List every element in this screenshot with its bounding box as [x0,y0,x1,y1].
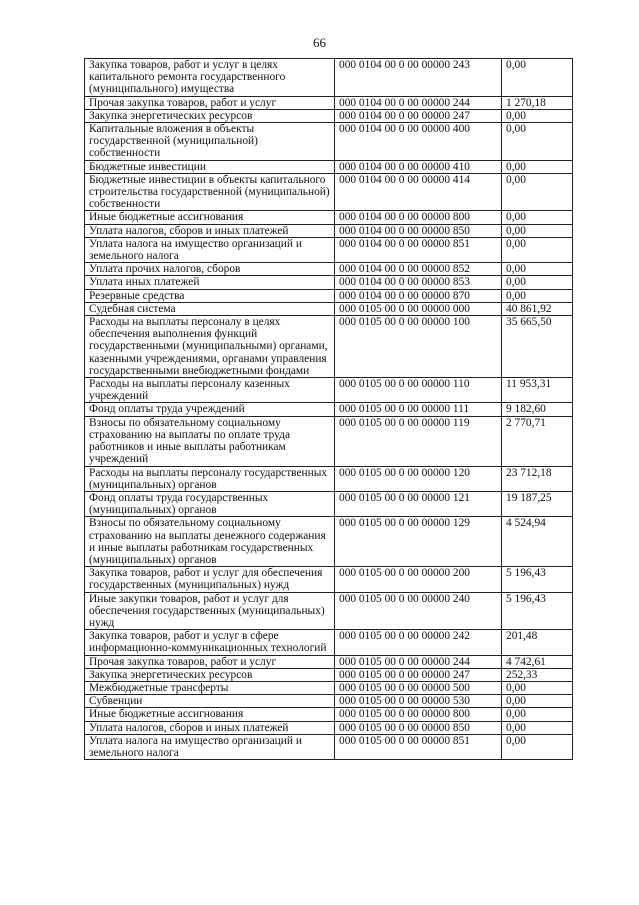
row-sum-cell: 19 187,25 [502,491,573,516]
row-name-cell: Прочая закупка товаров, работ и услуг [85,655,335,668]
row-sum-cell: 1 270,18 [502,96,573,109]
budget-table [84,58,573,760]
row-sum-cell: 0,00 [502,123,573,161]
row-sum-cell: 0,00 [502,708,573,721]
row-code-cell: 000 0105 00 0 00 00000 530 [335,695,502,708]
row-name-cell: Закупка энергетических ресурсов [85,668,335,681]
row-sum-cell: 0,00 [502,59,573,97]
table-row [85,592,573,630]
row-name-cell: Прочая закупка товаров, работ и услуг [85,96,335,109]
row-sum-cell: 0,00 [502,160,573,173]
row-sum-cell: 201,48 [502,630,573,655]
table-row [85,59,573,97]
table-row [85,416,573,466]
table-row [85,681,573,694]
row-name-cell: Расходы на выплаты персоналу государственных (муниципальных) органов [85,466,335,491]
table-row [85,123,573,161]
row-name-cell: Закупка энергетических ресурсов [85,109,335,122]
table-row [85,237,573,262]
page-number: 66 [313,35,326,50]
row-name-cell: Закупка товаров, работ и услуг в целях капитального ремонта государственного (муниципального) имущества [85,59,335,97]
table-row [85,734,573,759]
row-sum-cell: 0,00 [502,721,573,734]
row-code-cell: 000 0105 00 0 00 00000 240 [335,592,502,630]
table-row [85,316,573,378]
row-name-cell: Уплата налога на имущество организаций и земельного налога [85,734,335,759]
budget-table-body [85,59,573,760]
table-row [85,211,573,224]
table-row [85,263,573,276]
row-name-cell: Расходы на выплаты персоналу в целях обеспечения выполнения функций государственными (муниципальными) органами, казенными учреждениями, органами управления государственными внебюджетными фондами [85,316,335,378]
table-row [85,378,573,403]
table-row [85,160,573,173]
row-code-cell: 000 0105 00 0 00 00000 850 [335,721,502,734]
row-name-cell: Бюджетные инвестиции в объекты капитального строительства государственной (муниципальной) собственности [85,173,335,211]
row-code-cell: 000 0105 00 0 00 00000 120 [335,466,502,491]
row-name-cell: Закупка товаров, работ и услуг для обеспечения государственных (муниципальных) нужд [85,567,335,592]
row-code-cell: 000 0105 00 0 00 00000 851 [335,734,502,759]
row-code-cell: 000 0104 00 0 00 00000 852 [335,263,502,276]
table-row [85,695,573,708]
row-code-cell: 000 0104 00 0 00 00000 410 [335,160,502,173]
table-row [85,721,573,734]
row-name-cell: Иные бюджетные ассигнования [85,211,335,224]
row-code-cell: 000 0105 00 0 00 00000 500 [335,681,502,694]
row-name-cell: Уплата прочих налогов, сборов [85,263,335,276]
row-code-cell: 000 0104 00 0 00 00000 851 [335,237,502,262]
table-row [85,491,573,516]
row-name-cell: Расходы на выплаты персоналу казенных учреждений [85,378,335,403]
row-name-cell: Взносы по обязательному социальному страхованию на выплаты денежного содержания и иные выплаты работникам государственных (муниципальных) органов [85,517,335,567]
table-row [85,466,573,491]
row-code-cell: 000 0105 00 0 00 00000 000 [335,302,502,315]
table-row [85,224,573,237]
row-code-cell: 000 0105 00 0 00 00000 800 [335,708,502,721]
table-row [85,289,573,302]
table-row [85,403,573,416]
row-sum-cell: 0,00 [502,224,573,237]
row-sum-cell: 4 742,61 [502,655,573,668]
row-code-cell: 000 0105 00 0 00 00000 110 [335,378,502,403]
row-sum-cell: 0,00 [502,289,573,302]
row-code-cell: 000 0105 00 0 00 00000 247 [335,668,502,681]
row-code-cell: 000 0104 00 0 00 00000 853 [335,276,502,289]
row-sum-cell: 2 770,71 [502,416,573,466]
row-sum-cell: 5 196,43 [502,592,573,630]
table-row [85,96,573,109]
row-sum-cell: 0,00 [502,695,573,708]
row-sum-cell: 0,00 [502,734,573,759]
row-sum-cell: 11 953,31 [502,378,573,403]
row-sum-cell: 9 182,60 [502,403,573,416]
row-name-cell: Иные бюджетные ассигнования [85,708,335,721]
row-name-cell: Бюджетные инвестиции [85,160,335,173]
row-sum-cell: 35 665,50 [502,316,573,378]
row-name-cell: Уплата налогов, сборов и иных платежей [85,224,335,237]
row-code-cell: 000 0105 00 0 00 00000 244 [335,655,502,668]
row-sum-cell: 23 712,18 [502,466,573,491]
row-sum-cell: 4 524,94 [502,517,573,567]
row-name-cell: Резервные средства [85,289,335,302]
row-code-cell: 000 0104 00 0 00 00000 850 [335,224,502,237]
table-row [85,630,573,655]
row-sum-cell: 40 861,92 [502,302,573,315]
row-code-cell: 000 0104 00 0 00 00000 244 [335,96,502,109]
row-code-cell: 000 0105 00 0 00 00000 121 [335,491,502,516]
row-code-cell: 000 0104 00 0 00 00000 247 [335,109,502,122]
row-code-cell: 000 0105 00 0 00 00000 119 [335,416,502,466]
table-row [85,276,573,289]
table-row [85,173,573,211]
row-code-cell: 000 0105 00 0 00 00000 129 [335,517,502,567]
row-name-cell: Уплата налогов, сборов и иных платежей [85,721,335,734]
row-name-cell: Уплата налога на имущество организаций и земельного налога [85,237,335,262]
row-name-cell: Иные закупки товаров, работ и услуг для обеспечения государственных (муниципальных) нужд [85,592,335,630]
table-row [85,109,573,122]
row-code-cell: 000 0105 00 0 00 00000 200 [335,567,502,592]
row-name-cell: Капитальные вложения в объекты государственной (муниципальной) собственности [85,123,335,161]
row-sum-cell: 0,00 [502,173,573,211]
row-sum-cell: 0,00 [502,211,573,224]
row-sum-cell: 5 196,43 [502,567,573,592]
row-code-cell: 000 0104 00 0 00 00000 243 [335,59,502,97]
row-code-cell: 000 0105 00 0 00 00000 100 [335,316,502,378]
row-name-cell: Закупка товаров, работ и услуг в сфере информационно-коммуникационных технологий [85,630,335,655]
row-name-cell: Уплата иных платежей [85,276,335,289]
row-sum-cell: 0,00 [502,681,573,694]
row-sum-cell: 0,00 [502,263,573,276]
row-name-cell: Взносы по обязательному социальному страхованию на выплаты по оплате труда работников и иные выплаты работникам учреждений [85,416,335,466]
row-code-cell: 000 0104 00 0 00 00000 414 [335,173,502,211]
row-code-cell: 000 0105 00 0 00 00000 242 [335,630,502,655]
row-code-cell: 000 0104 00 0 00 00000 800 [335,211,502,224]
row-code-cell: 000 0104 00 0 00 00000 870 [335,289,502,302]
table-row [85,517,573,567]
row-name-cell: Межбюджетные трансферты [85,681,335,694]
table-row [85,708,573,721]
row-sum-cell: 0,00 [502,276,573,289]
row-name-cell: Фонд оплаты труда государственных (муниципальных) органов [85,491,335,516]
row-code-cell: 000 0105 00 0 00 00000 111 [335,403,502,416]
row-sum-cell: 252,33 [502,668,573,681]
table-row [85,668,573,681]
row-name-cell: Субвенции [85,695,335,708]
table-row [85,655,573,668]
row-name-cell: Фонд оплаты труда учреждений [85,403,335,416]
row-sum-cell: 0,00 [502,237,573,262]
table-row [85,567,573,592]
table-row [85,302,573,315]
row-code-cell: 000 0104 00 0 00 00000 400 [335,123,502,161]
row-sum-cell: 0,00 [502,109,573,122]
row-name-cell: Судебная система [85,302,335,315]
